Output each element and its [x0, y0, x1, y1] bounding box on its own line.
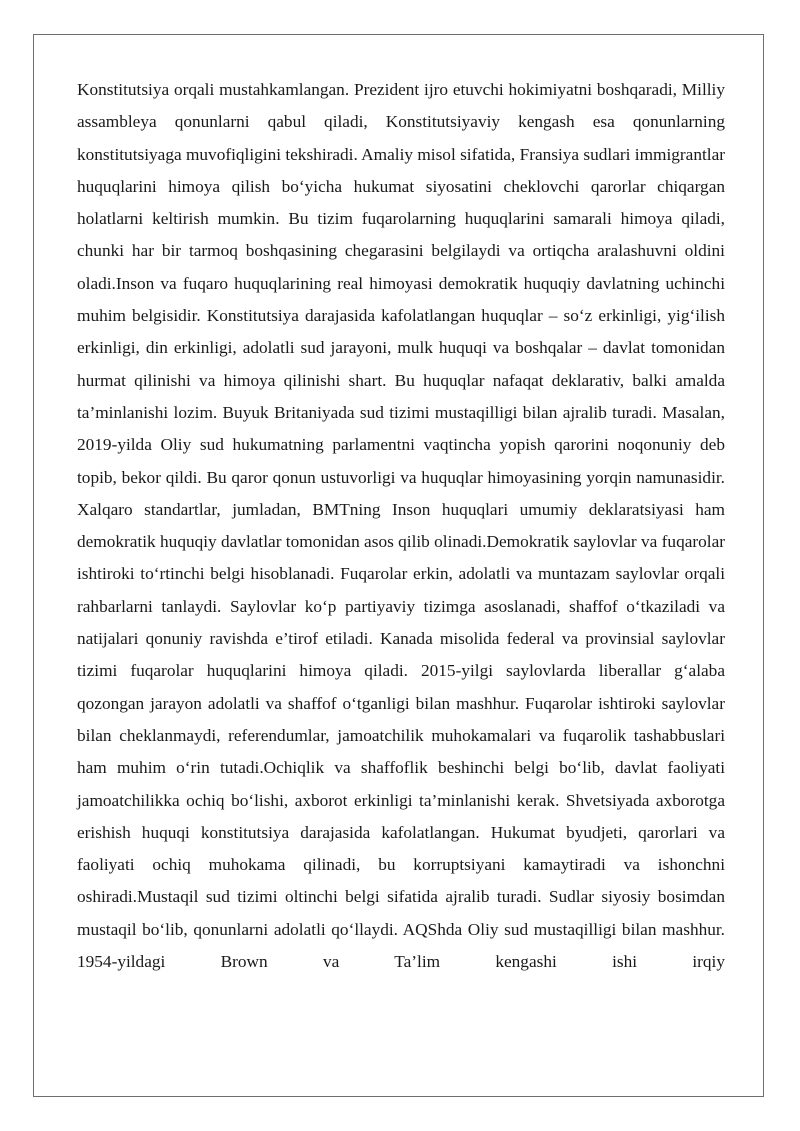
body-paragraph: Konstitutsiya orqali mustahkamlangan. Prezident ijro etuvchi hokimiyatni boshqaradi, Milliy assambleya qonunlarni qabul qiladi, Konstitutsiyaviy kengash esa qonunlarning konstitutsiyaga muvofiqligini tekshiradi. Amaliy misol sifatida, Fransiya sudlari immigrantlar huquqlarini himoya qilish bo‘yicha hukumat siyosatini cheklovchi qarorlar chiqargan holatlarni keltirish mumkin. Bu tizim fuqarolarning huquqlarini samarali himoya qiladi, chunki har bir tarmoq boshqasining chegarasini belgilaydi va ortiqcha aralashuvni oldini oladi.Inson va fuqaro huquqlarining real himoyasi demokratik huquqiy davlatning uchinchi muhim belgisidir. Konstitutsiya darajasida kafolatlangan huquqlar – so‘z erkinligi, yig‘ilish erkinligi, din erkinligi, adolatli sud jarayoni, mulk huquqi va boshqalar – davlat tomonidan hurmat qilinishi va himoya qilinishi shart. Bu huquqlar nafaqat deklarativ, balki amalda ta’minlanishi lozim. Buyuk Britaniyada sud tizimi mustaqilligi bilan ajralib turadi. Masalan, 2019-yilda Oliy sud hukumatning parlamentni vaqtincha yopish qarorini noqonuniy deb topib, bekor qildi. Bu qaror qonun ustuvorligi va huquqlar himoyasining yorqin namunasidir. Xalqaro standartlar, jumladan, BMTning Inson huquqlari umumiy deklaratsiyasi ham demokratik huquqiy davlatlar tomonidan asos qilib olinadi.Demokratik saylovlar va fuqarolar ishtiroki to‘rtinchi belgi hisoblanadi. Fuqarolar erkin, adolatli va muntazam saylovlar orqali rahbarlarni tanlaydi. Saylovlar ko‘p partiyaviy tizimga asoslanadi, shaffof o‘tkaziladi va natijalari qonuniy ravishda e’tirof etiladi. Kanada misolida federal va provinsial saylovlar tizimi fuqarolar huquqlarini himoya qiladi. 2015-yilgi saylovlarda liberallar g‘alaba qozongan jarayon adolatli va shaffof o‘tganligi bilan mashhur. Fuqarolar ishtiroki saylovlar bilan cheklanmaydi, referendumlar, jamoatchilik muhokamalari va fuqarolik tashabbuslari ham muhim o‘rin tutadi.Ochiqlik va shaffoflik beshinchi belgi bo‘lib, davlat faoliyati jamoatchilikka ochiq bo‘lishi, axborot erkinligi ta’minlanishi kerak. Shvetsiyada axborotga erishish huquqi konstitutsiya darajasida kafolatlangan. Hukumat byudjeti, qarorlari va faoliyati ochiq muhokama qilinadi, bu korruptsiyani kamaytiradi va ishonchni oshiradi.Mustaqil sud tizimi oltinchi belgi sifatida ajralib turadi. Sudlar siyosiy bosimdan mustaqil bo‘lib, qonunlarni adolatli qo‘llaydi. AQShda Oliy sud mustaqilligi bilan mashhur. 1954-yildagi Brown va Ta’lim kengashi ishi irqiy: [77, 80, 725, 972]
